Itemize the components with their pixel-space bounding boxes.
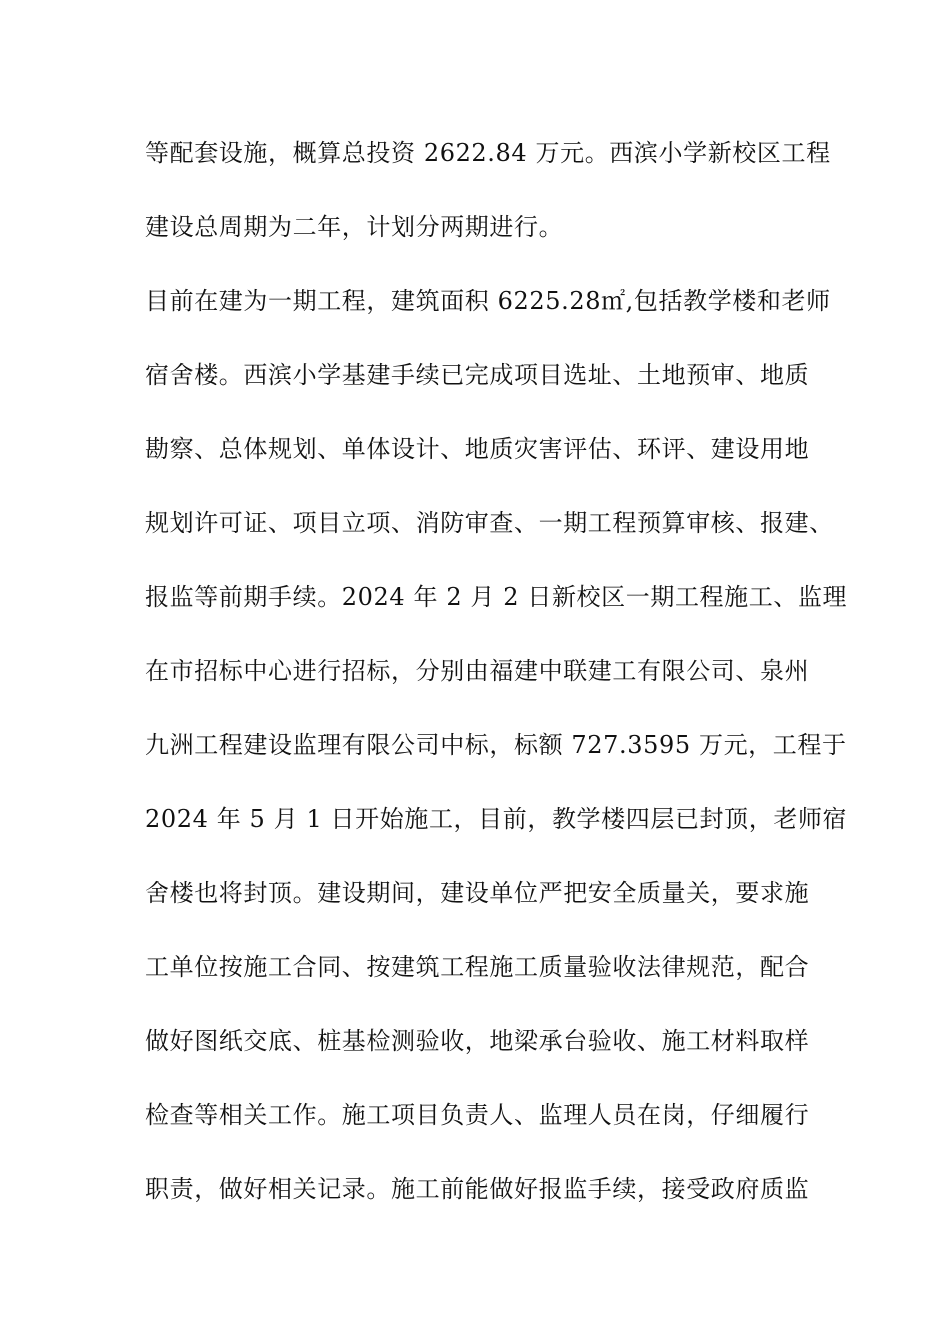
paragraph-line: 在市招标中心进行招标，分别由福建中联建工有限公司、泉州 bbox=[145, 657, 810, 685]
paragraph-line: 做好图纸交底、桩基检测验收，地梁承台验收、施工材料取样 bbox=[145, 1027, 810, 1055]
paragraph-line: 建设总周期为二年，计划分两期进行。 bbox=[145, 213, 564, 241]
paragraph-line: 报监等前期手续。2024 年 2 月 2 日新校区一期工程施工、监理 bbox=[145, 583, 848, 611]
paragraph-line: 九洲工程建设监理有限公司中标，标额 727.3595 万元，工程于 bbox=[145, 731, 847, 759]
paragraph-line: 工单位按施工合同、按建筑工程施工质量验收法律规范，配合 bbox=[145, 953, 810, 981]
paragraph-line: 勘察、总体规划、单体设计、地质灾害评估、环评、建设用地 bbox=[145, 435, 810, 463]
paragraph-line: 规划许可证、项目立项、消防审查、一期工程预算审核、报建、 bbox=[145, 509, 834, 537]
paragraph-line: 舍楼也将封顶。建设期间，建设单位严把安全质量关，要求施 bbox=[145, 879, 810, 907]
paragraph-line: 检查等相关工作。施工项目负责人、监理人员在岗，仔细履行 bbox=[145, 1101, 810, 1129]
paragraph-line: 宿舍楼。西滨小学基建手续已完成项目选址、土地预审、地质 bbox=[145, 361, 810, 389]
paragraph-line: 目前在建为一期工程，建筑面积 6225.28㎡,包括教学楼和老师 bbox=[145, 287, 831, 315]
paragraph-line: 等配套设施，概算总投资 2622.84 万元。西滨小学新校区工程 bbox=[145, 139, 831, 167]
paragraph-line: 职责，做好相关记录。施工前能做好报监手续，接受政府质监 bbox=[145, 1175, 810, 1203]
paragraph-line: 2024 年 5 月 1 日开始施工，目前，教学楼四层已封顶，老师宿 bbox=[145, 805, 848, 833]
